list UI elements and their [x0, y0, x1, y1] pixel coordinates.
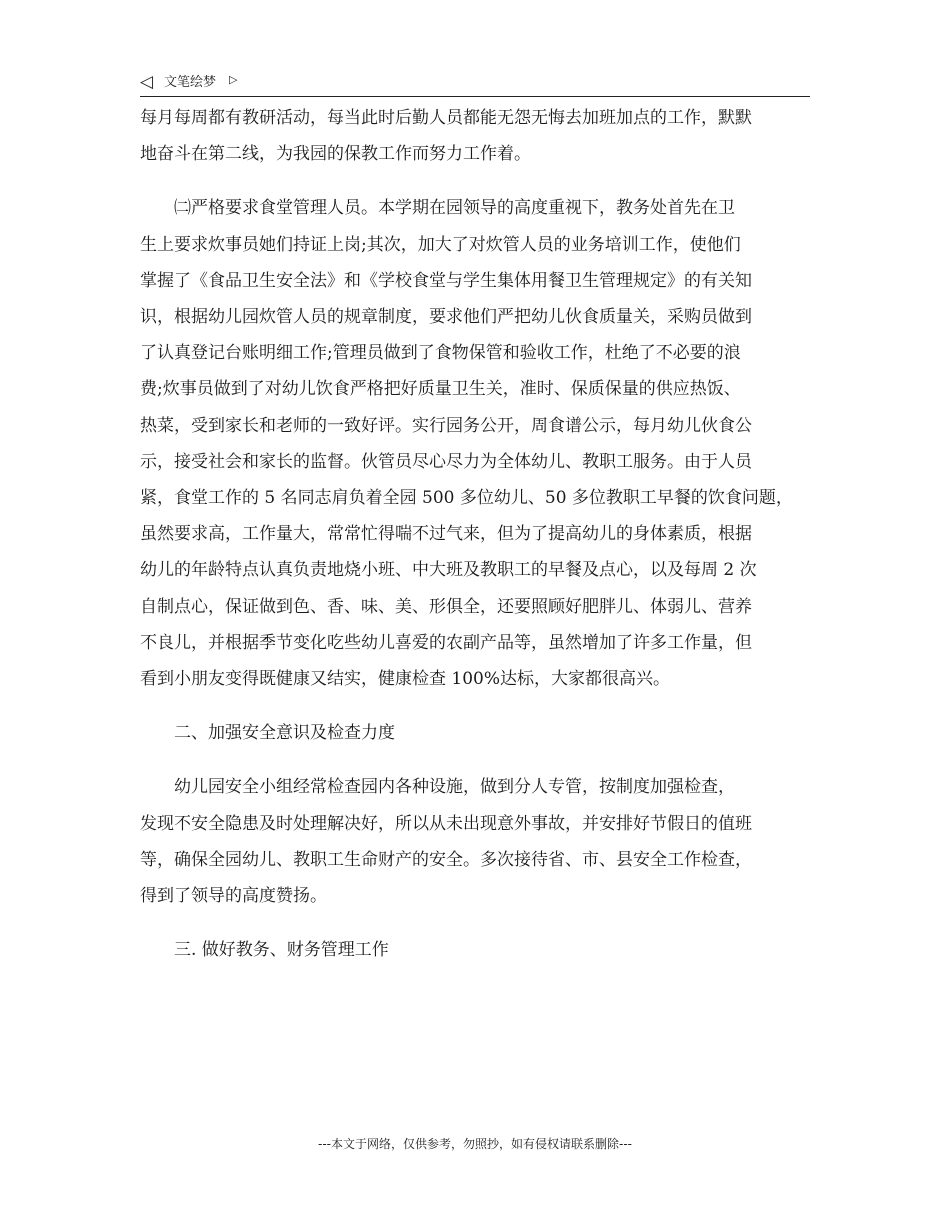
right-triangle-icon: ▷: [229, 73, 238, 86]
paragraph-gap: [140, 751, 810, 769]
paragraph-2: ㈡严格要求食堂管理人员。本学期在园领导的高度重视下，教务处首先在卫 生上要求炊事员她们持证上岗;其次，加大了对炊管人员的业务培训工作，使他们 掌握了《食品卫生安全法》和《学校食堂与学生集体用餐卫生管理规定》的有关知 识，根据幼儿园炊管人员的规章制度，要求他们严把幼儿伙食质量关，采购员做到 了认真登记台账明细工作;管理员做到了食物保管和验收工作，杜绝了不必要的浪 费;炊事员做到了对幼儿饮食严格把好质量卫生关，准时、保质保量的供应热饭、 热菜，受到家长和老师的一致好评。实行园务公开，周食谱公示，每月幼儿伙食公 示，接受社会和家长的监督。伙管员尽心尽力为全体幼儿、教职工服务。由于人员 紧，食堂工作的 5 名同志肩负着全园 500 多位幼儿、50 多位教职工早餐的饮食问题， 虽然要求高，工作量大，常常忙得喘不过气来，但为了提高幼儿的身体素质，根据 幼儿的年龄特点认真负责地烧小班、中大班及教职工的早餐及点心，以及每周 2 次 自制点心，保证做到色、香、味、美、形俱全，还要照顾好肥胖儿、体弱儿、营养 不良儿，并根据季节变化吃些幼儿喜爱的农副产品等，虽然增加了许多工作量，但 看到小朋友变得既健康又结实，健康检查 100%达标，大家都很高兴。: [140, 198, 793, 690]
paragraph-3: 幼儿园安全小组经常检查园内各种设施，做到分人专管，按制度加强检查， 发现不安全隐患及时处理解决好，所以从未出现意外事故，并安排好节假日的值班 等，确保全园幼儿、教职工生命财产的安全。多次接待省、市、县安全工作检查， 得到了领导的高度赞扬。: [140, 777, 752, 907]
paragraph-1: 每月每周都有教研活动，每当此时后勤人员都能无怨无悔去加班加点的工作，默默 地奋斗在第二线，为我园的保教工作而努力工作着。: [140, 108, 752, 165]
paragraph-gap: [140, 914, 810, 932]
paragraph-gap: [140, 697, 810, 715]
page-footer: ---本文于网络，仅供参考，勿照抄，如有侵权请联系删除---: [318, 1137, 632, 1151]
left-triangle-icon: ◁: [140, 72, 154, 92]
brand-label: 文笔绘梦: [164, 75, 217, 90]
section-heading-safety: 二、加强安全意识及检查力度: [140, 723, 395, 744]
paragraph-gap: [140, 172, 810, 190]
page-header: [140, 72, 810, 97]
document-body: [140, 100, 810, 968]
section-heading-finance: 三. 做好教务、财务管理工作: [140, 940, 389, 961]
